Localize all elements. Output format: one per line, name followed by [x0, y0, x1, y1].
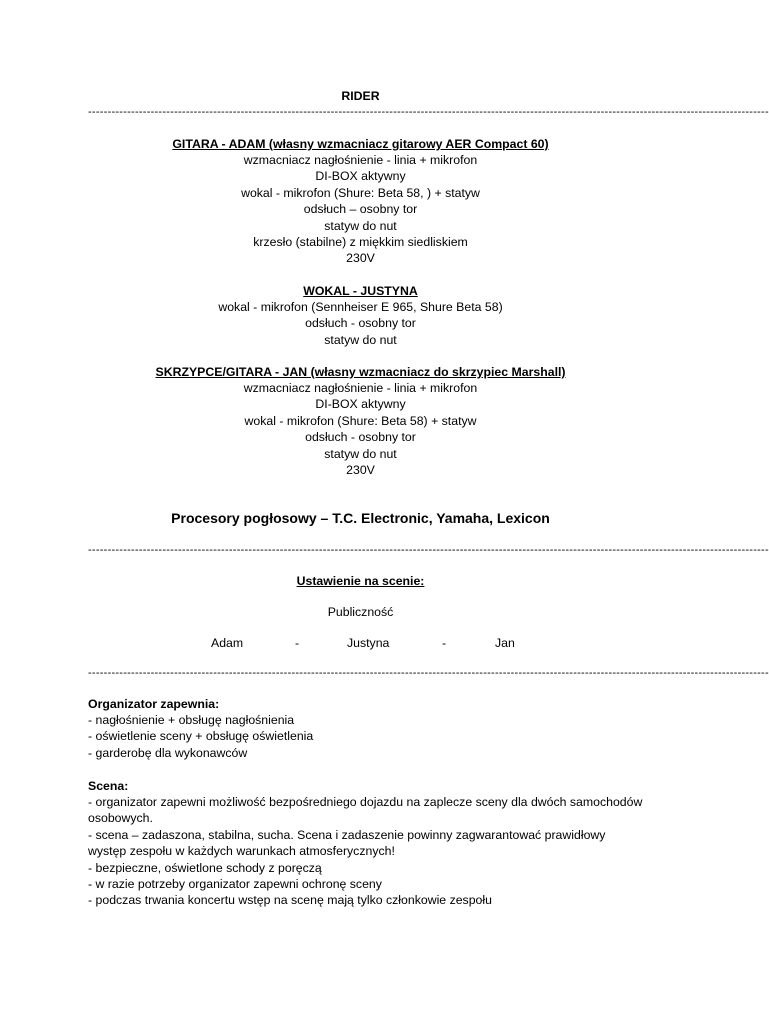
scene-item: - podczas trwania koncertu wstęp na scenę mają tylko członkowie zespołu — [88, 893, 492, 908]
scene-heading: Scena: — [88, 779, 129, 793]
adam-equipment-list — [88, 152, 633, 267]
justyna-item: odsłuch - osobny tor — [305, 316, 416, 331]
scene-list — [88, 794, 644, 909]
organizer-item: - garderobę dla wykonawców — [88, 745, 248, 760]
jan-heading: SKRZYPCE/GITARA - JAN (własny wzmacniacz do skrzypiec Marshall) — [155, 365, 566, 379]
stage-position-justyna: Justyna — [347, 636, 390, 650]
scene-item: - w razie potrzeby organizator zapewni ochronę sceny — [88, 877, 382, 892]
adam-item: wokal - mikrofon (Shure: Beta 58, ) + statyw — [241, 185, 480, 200]
scene-item: - scena – zadaszona, stabilna, sucha. Scena i zadaszenie powinny zagwarantować prawidłowy występ zespołu w każdych warunkach atmosferycznych! — [88, 827, 606, 859]
divider-top: ------------------------------------------------------------------------------------------------------------------------------------------------------------------------------ — [88, 106, 769, 118]
divider-stage-bottom: ------------------------------------------------------------------------------------------------------------------------------------------------------------------------------ — [88, 667, 769, 679]
stage-separator: - — [295, 636, 300, 650]
justyna-item: wokal - mikrofon (Sennheiser E 965, Shure Beta 58) — [218, 300, 503, 314]
adam-item: odsłuch – osobny tor — [303, 202, 418, 217]
adam-item: DI-BOX aktywny — [315, 169, 406, 184]
justyna-equipment-list — [88, 299, 633, 348]
jan-item: statyw do nut — [324, 446, 397, 461]
jan-equipment-list — [88, 380, 633, 478]
adam-item: 230V — [346, 251, 375, 266]
scene-item: - bezpieczne, oświetlone schody z poręczą — [88, 860, 322, 875]
audience-label: Publiczność — [327, 605, 394, 619]
scene-item: - organizator zapewni możliwość bezpośredniego dojazdu na zaplecze sceny dla dwóch samochodów osobowych. — [88, 795, 643, 826]
adam-item: krzesło (stabilne) z miękkim siedliskiem — [253, 234, 468, 249]
adam-item: statyw do nut — [324, 218, 397, 233]
divider-stage-top: ------------------------------------------------------------------------------------------------------------------------------------------------------------------------------ — [88, 544, 769, 556]
organizer-item: - oświetlenie sceny + obsługę oświetlenia — [88, 729, 314, 744]
organizer-list — [88, 712, 648, 761]
jan-item: odsłuch - osobny tor — [305, 430, 416, 445]
adam-item: wzmacniacz nagłośnienie - linia + mikrofon — [243, 153, 478, 167]
organizer-heading: Organizator zapewnia: — [88, 697, 220, 711]
processors-heading: Procesory pogłosowy – T.C. Electronic, Yamaha, Lexicon — [171, 510, 550, 526]
stage-separator: - — [442, 636, 447, 650]
stage-setup-heading: Ustawienie na scenie: — [296, 574, 425, 588]
adam-heading: GITARA - ADAM (własny wzmacniacz gitarowy AER Compact 60) — [172, 137, 549, 151]
jan-item: wokal - mikrofon (Shure: Beta 58) + statyw — [244, 413, 477, 428]
stage-position-jan: Jan — [495, 636, 515, 650]
stage-position-adam: Adam — [211, 636, 244, 650]
organizer-item: - nagłośnienie + obsługę nagłośnienia — [88, 713, 295, 727]
justyna-item: statyw do nut — [324, 332, 397, 347]
jan-item: 230V — [346, 462, 375, 477]
document-title: RIDER — [341, 89, 380, 103]
jan-item: DI-BOX aktywny — [315, 397, 406, 412]
jan-item: wzmacniacz nagłośnienie - linia + mikrofon — [243, 381, 478, 395]
justyna-heading: WOKAL - JUSTYNA — [303, 284, 418, 298]
